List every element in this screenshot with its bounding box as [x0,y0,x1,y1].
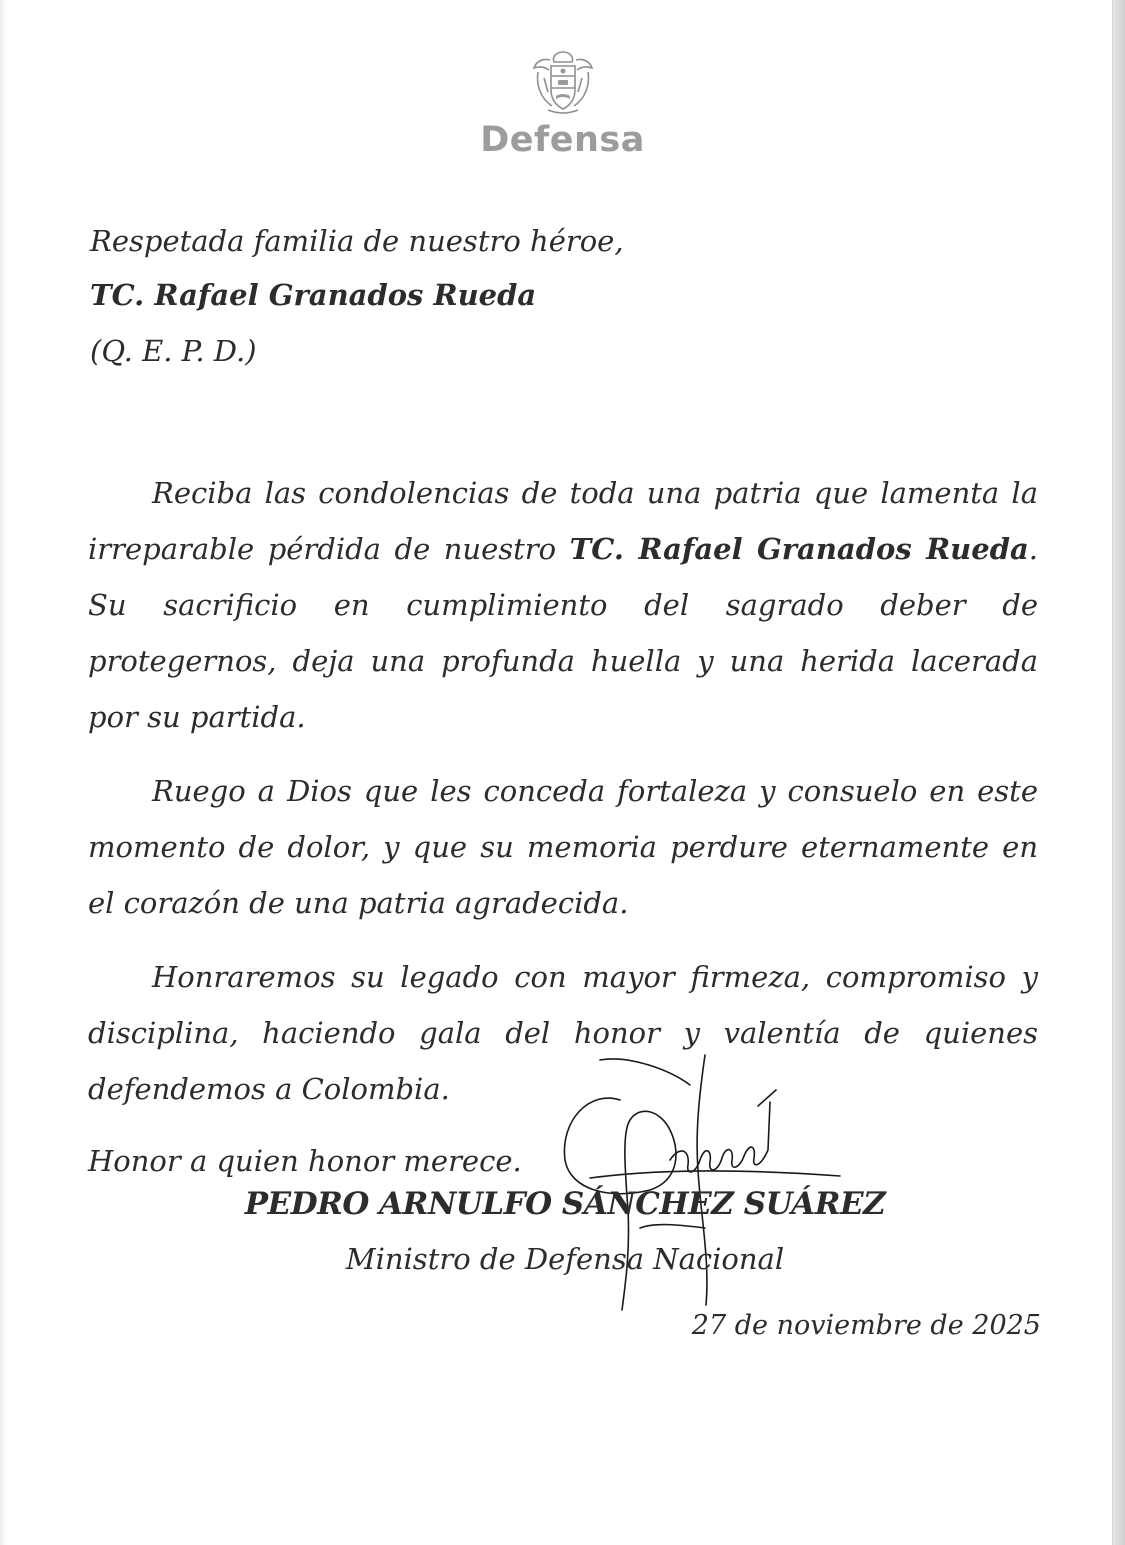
handwritten-signature-icon [530,1050,850,1320]
letter-date: 27 de noviembre de 2025 [691,1310,1041,1341]
coat-of-arms-icon [530,48,596,116]
logo-wordmark: Defensa [480,120,645,160]
paragraph-prayer: Ruego a Dios que les conceda fortaleza y consuelo en este momento de dolor, y que su memoria perdure eternamente en el corazón de una patria agradecida. [88,774,1038,920]
closing-line: Honor a quien honor merece. [88,1144,522,1178]
salutation: Respetada familia de nuestro héroe, [90,224,624,258]
qepd-line: (Q. E. P. D.) [90,334,257,368]
page-edge-right [1112,0,1125,1545]
signer-role: Ministro de Defensa Nacional [345,1242,785,1276]
paragraph-text: . Su sacrificio en cumplimiento del sagrado deber de protegernos, deja una profunda huella y una herida lacerada por su partida. [88,532,1039,734]
paragraph-condolences [88,465,1038,745]
honoree-name-inline: TC. Rafael Granados Rueda [569,532,1029,566]
letterhead [0,48,1125,160]
honoree-name: TC. Rafael Granados Rueda [90,278,537,312]
signer-name: PEDRO ARNULFO SÁNCHEZ SUÁREZ [244,1186,886,1222]
paragraph-text: Reciba las condolencias de toda una patria que lamenta la irreparable pérdida de nuestro [88,476,1038,566]
paragraph-legacy: Honraremos su legado con mayor firmeza, compromiso y disciplina, haciendo gala del honor y valentía de quienes defendemos a Colombia. [88,960,1038,1106]
page-shadow-left [0,0,6,1545]
